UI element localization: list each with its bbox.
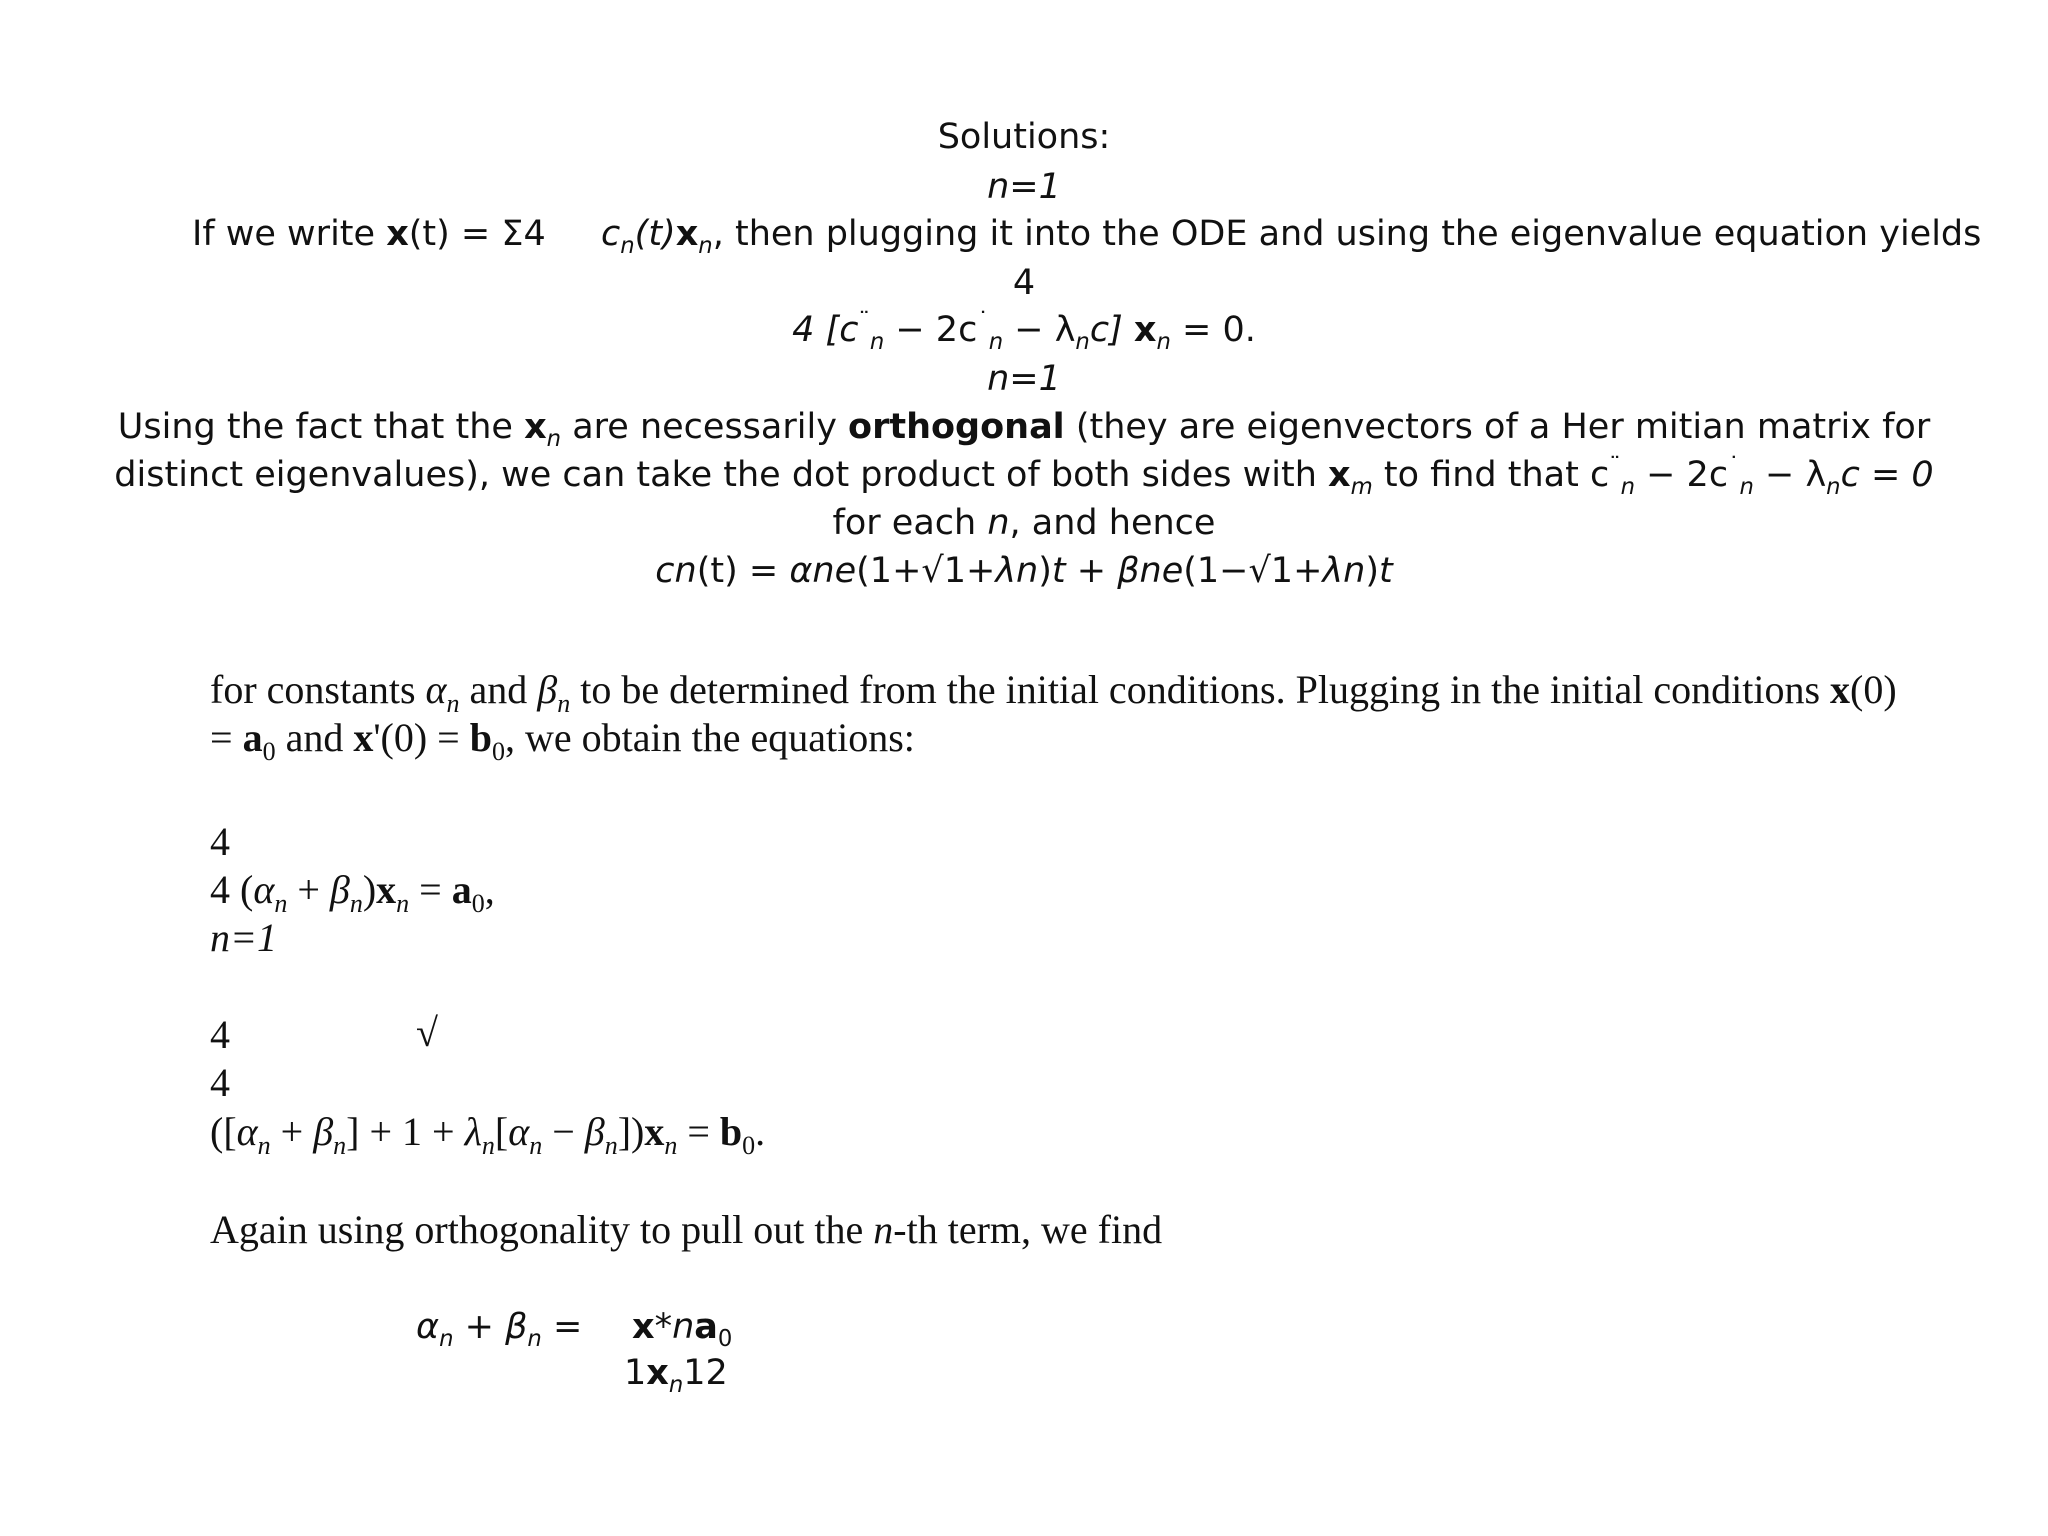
eq1-sum-upper: 4: [210, 819, 230, 864]
constants-line-1: for constants $\alpha_n$ and $\beta_n$ to be determined from the initial conditions. Plugging in the initial conditions x(0): [210, 667, 1897, 719]
orthogonality-line-1: Using the fact that the $x_n$ are necessarily orthogonal (they are eigenvectors of a Her mitian matrix for: [117, 407, 1931, 452]
orthogonality-line-2: distinct eigenvalues), we can take the dot product of both sides with $x_m$ to find that $c^¨_n - 2c^˙_n - \lambda_nc = 0$: [114, 453, 1934, 500]
eq2-sqrt-sign: √: [416, 1010, 438, 1055]
eq1-sum-lower: n=1: [210, 915, 277, 960]
eq1-body: 4 $(\alpha_n + \beta_n)x_n = a_0$,: [210, 867, 495, 919]
sum-lower-limit-2: n=1: [987, 359, 1061, 399]
general-solution: cn(t) = αne(1+√1+λn)t + βne(1−√1+λn)t: [655, 551, 1393, 591]
eq2-sum-upper: 4: [210, 1012, 230, 1057]
heading: Solutions:: [937, 117, 1111, 157]
final-denominator: $1x_n12$: [624, 1353, 728, 1398]
intro-right: $c_n(t)x_n$, then plugging it into the ODE and using the eigenvalue equation yields: [601, 214, 1982, 259]
again-line: Again using orthogonality to pull out the n-th term, we find: [210, 1207, 1163, 1252]
ode-equation: 4 $[c^¨_n - 2c^˙_n - \lambda_nc] x_n = 0$.: [792, 308, 1256, 355]
sum-lower-limit: n=1: [987, 167, 1061, 207]
eq2-body: $([\alpha_n + \beta_n] + 1 + \lambda_n[\alpha_n - \beta_n])x_n = b_0$.: [210, 1109, 766, 1161]
constants-line-2: = $a_0$ and $x'(0) = b_0$, we obtain the equations:: [210, 715, 915, 767]
sum-upper-limit: 4: [1012, 263, 1036, 303]
orthogonality-line-3: for each n, and hence: [832, 503, 1216, 543]
intro-left: If we write x(t) = Σ4: [192, 214, 546, 254]
final-numerator: $x*na_0$: [632, 1307, 733, 1352]
final-lhs: $\alpha_n + \beta_n$ =: [416, 1307, 583, 1352]
eq2-sum-upper-2: 4: [210, 1060, 230, 1105]
